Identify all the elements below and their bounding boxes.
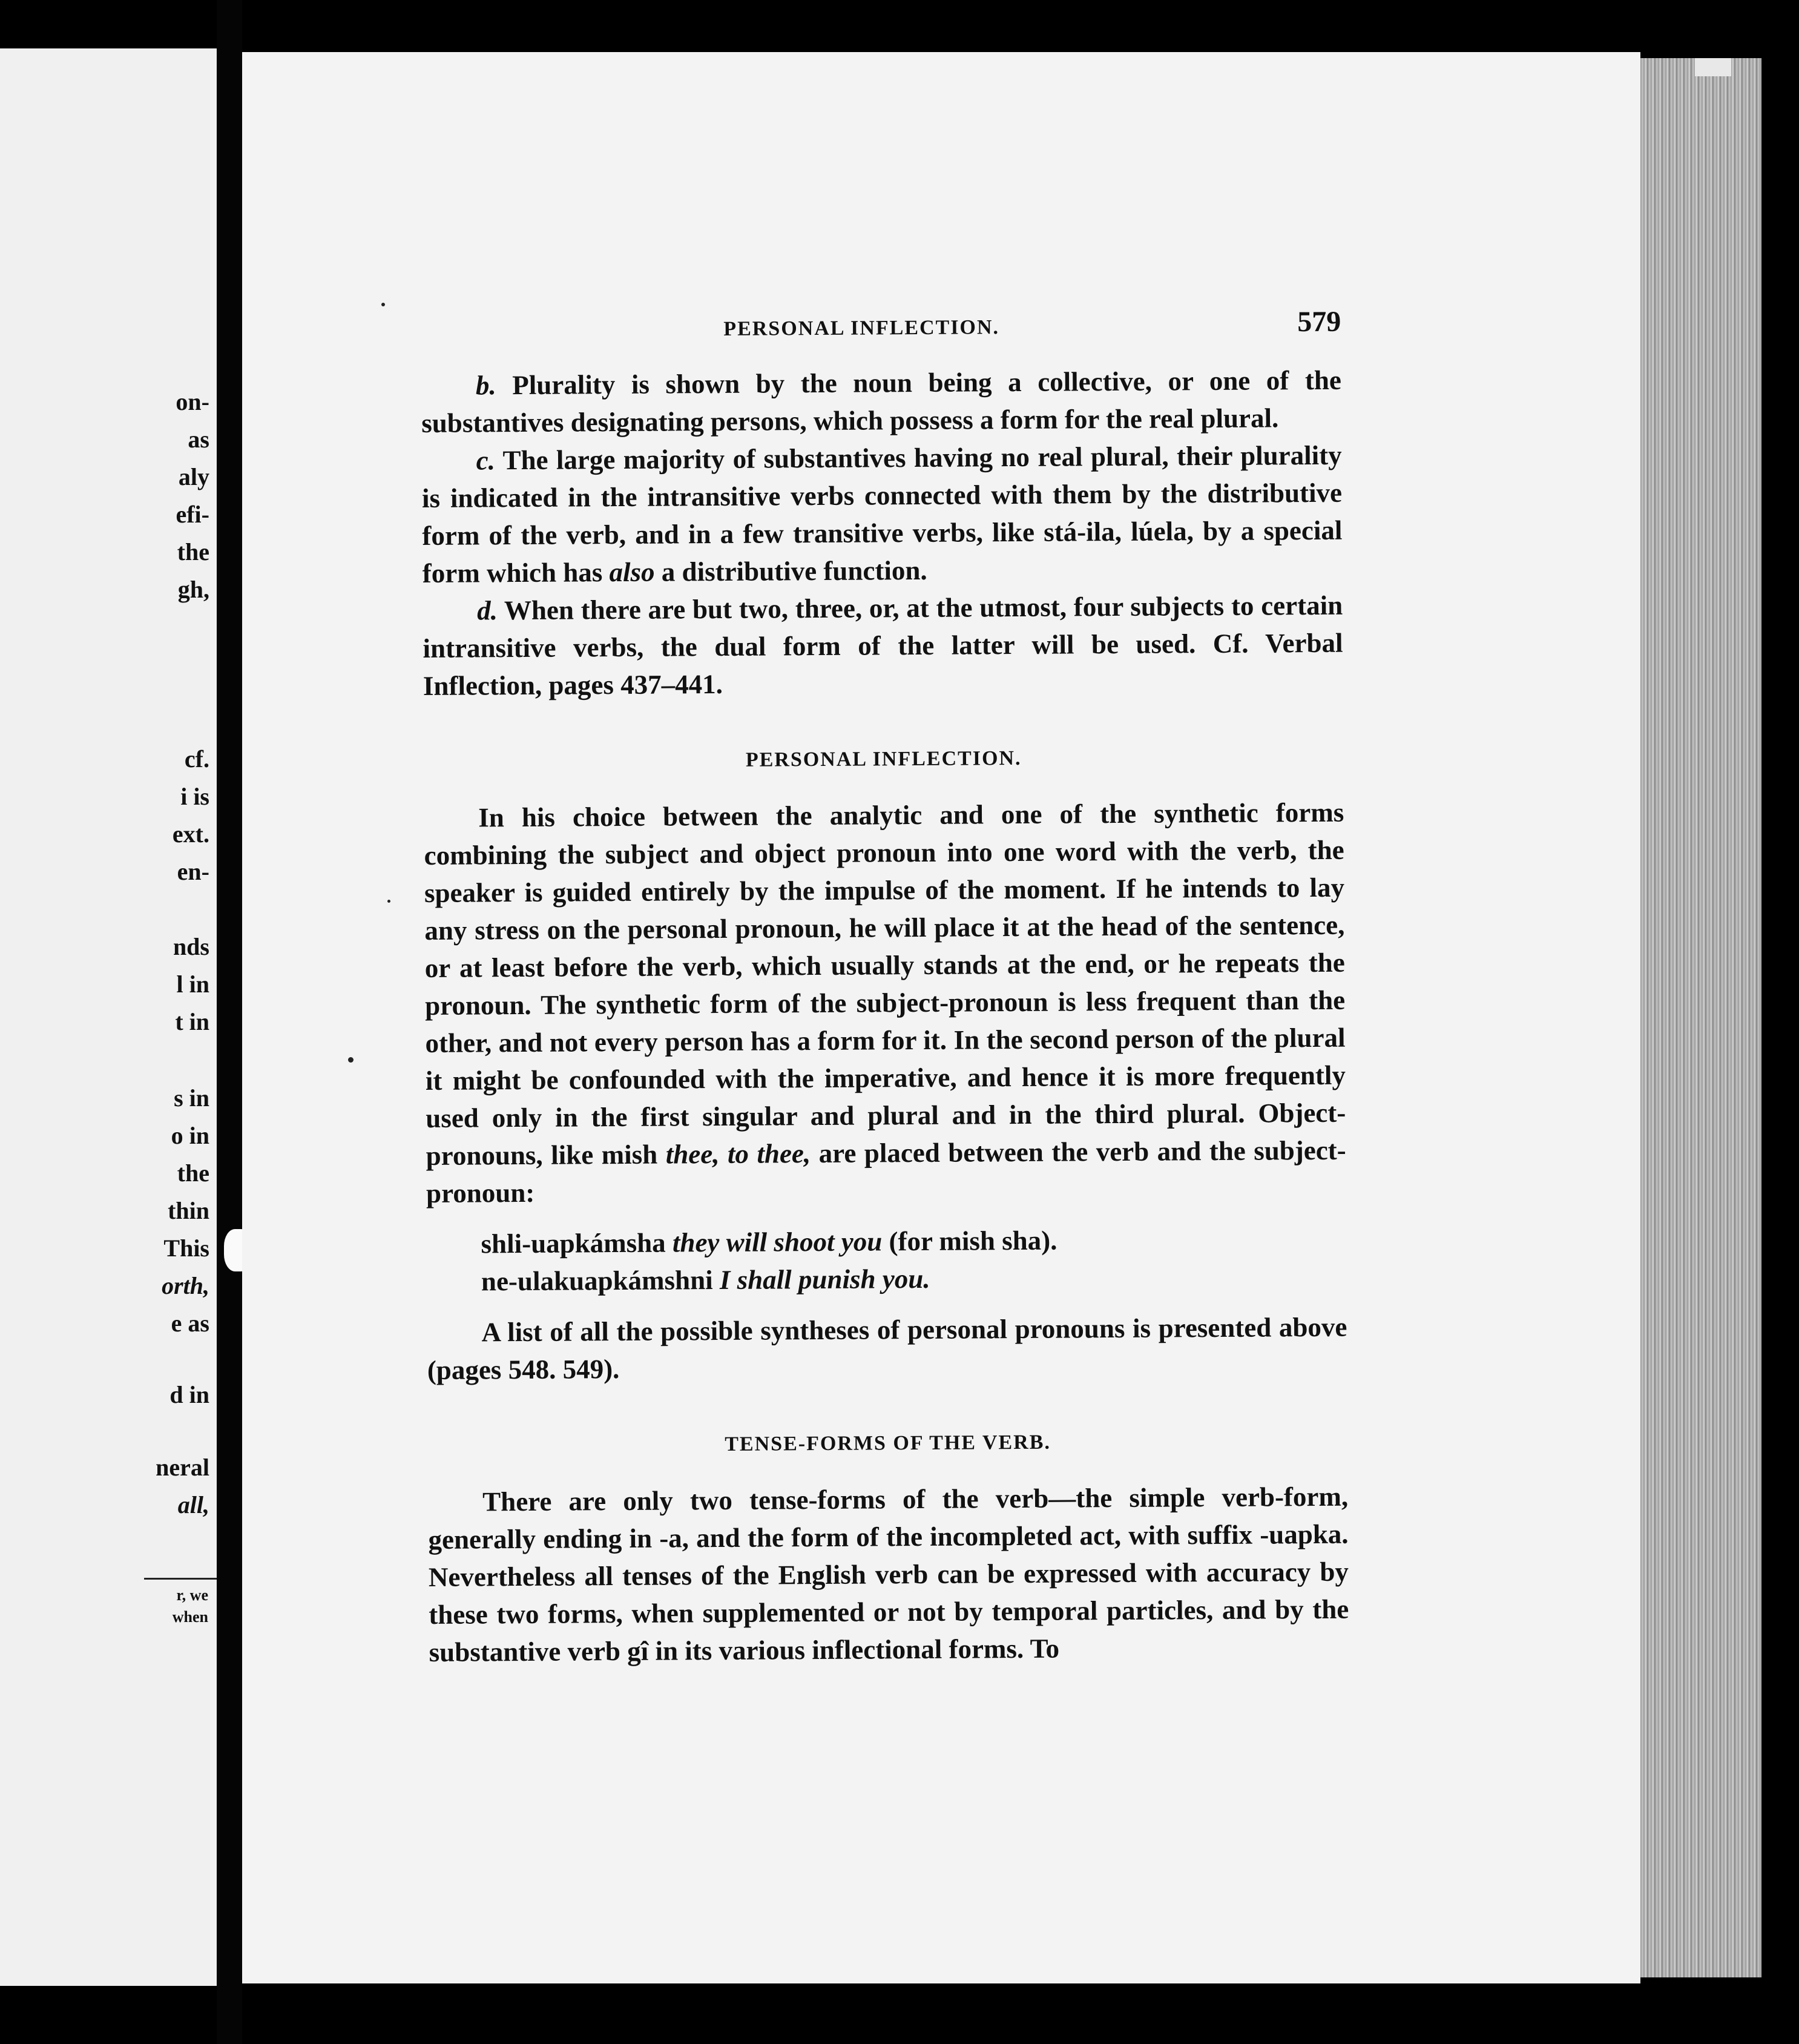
example-word: ne-ulakuapkámshni	[481, 1265, 713, 1297]
left-facing-page	[0, 48, 217, 1986]
paragraph-text: When there are but two, three, or, at the utmost, four subjects to certain intransitive verbs, the dual form of the latter will be used. Cf. Verbal Inflection, pages 437–441.	[423, 590, 1343, 701]
left-fragment: t in	[175, 1008, 209, 1035]
paragraph-personal-inflection	[424, 794, 1346, 1212]
page-number: 579	[1297, 305, 1341, 338]
example-word: shli-uapkámsha	[481, 1227, 666, 1259]
left-fragment: gh,	[177, 576, 209, 603]
running-title: PERSONAL INFLECTION.	[723, 316, 1000, 340]
left-fragment: the	[177, 538, 209, 565]
page-block-edges	[1640, 58, 1761, 1977]
paragraph-label: c.	[476, 445, 496, 476]
left-fragment: neral	[156, 1454, 209, 1481]
scan-speck	[387, 900, 390, 903]
italic-gloss: thee, to thee,	[665, 1138, 811, 1170]
left-fragment: aly	[178, 463, 209, 490]
paragraph-list-syntheses: A list of all the possible syntheses of personal pronouns is presented above (pages 548. 549).	[427, 1311, 1347, 1385]
left-fragment: en-	[177, 858, 209, 885]
running-head	[421, 289, 1341, 367]
left-fragment: thin	[168, 1197, 209, 1224]
example-line	[481, 1258, 1347, 1301]
left-fragment: all,	[177, 1491, 209, 1518]
paragraph-text: The large majority of substantives having no real plural, their plurality is indicated in the intransitive verbs connected with them by the distributive form of the verb, and in a few transitive verbs, like stá-ila, lúela, by a special form which has	[421, 440, 1343, 588]
left-fragment: the	[177, 1159, 209, 1187]
book-gutter	[217, 0, 242, 2044]
paragraph-text: Plurality is shown by the noun being a collective, or one of the substantives designating persons, which possess a form for the real plural.	[421, 364, 1342, 438]
paragraph-label: b.	[475, 370, 496, 401]
section-heading-tense-forms: TENSE-FORMS OF THE VERB.	[725, 1431, 1051, 1456]
left-fragment: ext.	[172, 820, 209, 848]
left-fragment: on-	[176, 388, 209, 415]
paragraph-b	[421, 361, 1342, 442]
scan-speck	[348, 1057, 354, 1063]
example-line	[481, 1220, 1346, 1263]
left-fragment: d in	[169, 1381, 209, 1408]
section-heading-personal-inflection: PERSONAL INFLECTION.	[745, 747, 1022, 771]
left-fragment: o in	[171, 1122, 209, 1149]
page-content	[421, 289, 1349, 1671]
paragraph-label: d.	[477, 595, 498, 626]
paragraph-text: In his choice between the analytic and one of the synthetic forms combining the subject and object pronoun into one word with the verb, the speaker is guided entirely by the impulse of the moment. If he intends to lay any stress on the personal pronoun, he will place it at the head of the sentence, or at least before the verb, which usually stands at the end, or he repeats the pronoun. The synthetic form of the subject-pronoun is less frequent than the other, and not every person has a form for it. In the second person of the plural it might be confounded with the imperative, and hence it is more frequently used only in the first singular and plural and in the third plural. Object-pronouns, like mish	[424, 797, 1346, 1171]
left-footnote-fragment: r, we	[176, 1586, 208, 1604]
scan-speck	[381, 303, 385, 306]
paragraph-d	[423, 587, 1343, 705]
left-fragment: efi-	[176, 501, 209, 528]
example-note: (for mish sha).	[889, 1225, 1057, 1257]
left-fragment: s in	[174, 1084, 209, 1112]
left-fragment: i is	[180, 783, 209, 810]
paragraph-c	[421, 437, 1342, 592]
paragraph-tense-forms: There are only two tense-forms of the verb—the simple verb-form, generally ending in -a, and the form of the incompleted act, with suffix -uapka. Nevertheless all tenses of the English verb can be expressed with accuracy by these two forms, when supplemented or not by temporal particles, and by the substantive verb gî in its various inflectional forms. To	[428, 1481, 1349, 1667]
left-fragment: orth,	[162, 1272, 209, 1299]
left-fragment: e as	[171, 1310, 209, 1337]
italic-word: also	[609, 556, 655, 588]
left-fragment: as	[188, 426, 209, 453]
paragraph-text: a distributive function.	[661, 555, 927, 587]
right-page	[242, 52, 1640, 1983]
example-gloss: I shall punish you.	[719, 1263, 930, 1296]
left-footnote-fragment: when	[172, 1608, 208, 1626]
example-gloss: they will shoot you	[672, 1226, 883, 1258]
footnote-rule	[144, 1578, 217, 1580]
left-fragment: l in	[176, 971, 209, 998]
paragraph-text: are placed between the verb and the subject-pronoun:	[426, 1135, 1346, 1208]
left-fragment: cf.	[184, 745, 209, 773]
left-fragment: nds	[173, 933, 209, 960]
left-fragment: This	[163, 1235, 209, 1262]
page-edge-highlight	[1695, 58, 1731, 76]
examples	[426, 1220, 1347, 1301]
